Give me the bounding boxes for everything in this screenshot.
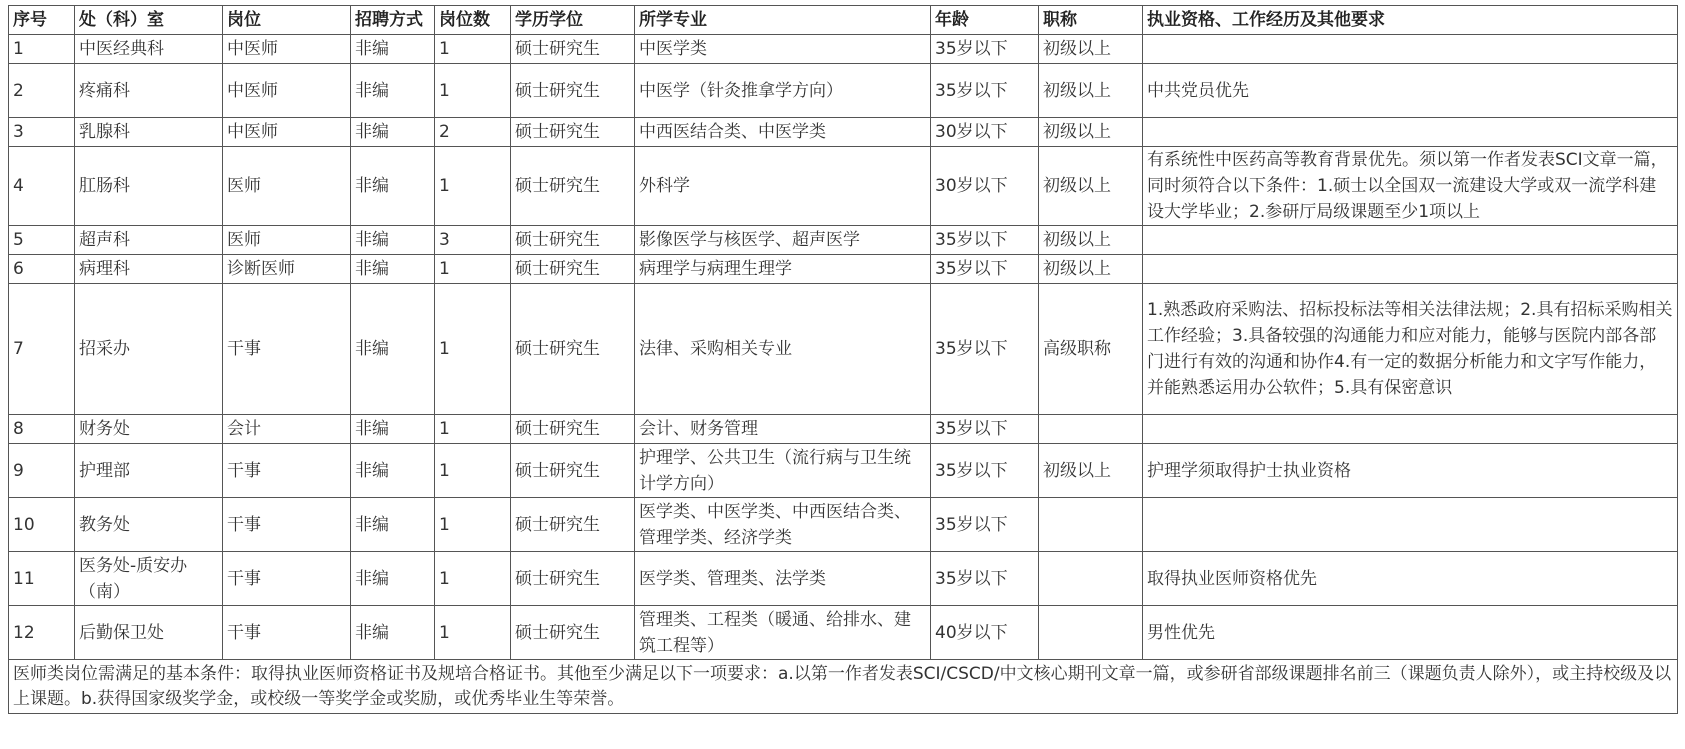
cell-no: 10 (9, 498, 75, 552)
cell-age: 40岁以下 (931, 606, 1039, 660)
cell-dept: 后勤保卫处 (75, 606, 223, 660)
cell-age: 35岁以下 (931, 35, 1039, 64)
cell-age: 35岁以下 (931, 255, 1039, 284)
cell-method: 非编 (351, 226, 435, 255)
cell-dept: 医务处-质安办（南） (75, 552, 223, 606)
cell-requirements (1143, 118, 1678, 147)
header-dept: 处（科）室 (75, 6, 223, 35)
cell-dept: 护理部 (75, 444, 223, 498)
cell-edu: 硕士研究生 (511, 255, 635, 284)
cell-major: 外科学 (635, 147, 931, 226)
cell-major: 中西医结合类、中医学类 (635, 118, 931, 147)
cell-title: 初级以上 (1039, 255, 1143, 284)
cell-major: 影像医学与核医学、超声医学 (635, 226, 931, 255)
cell-title (1039, 606, 1143, 660)
cell-method: 非编 (351, 498, 435, 552)
cell-edu: 硕士研究生 (511, 35, 635, 64)
cell-dept: 肛肠科 (75, 147, 223, 226)
table-row (9, 552, 1678, 606)
cell-edu: 硕士研究生 (511, 226, 635, 255)
cell-major: 管理类、工程类（暖通、给排水、建筑工程等） (635, 606, 931, 660)
cell-edu: 硕士研究生 (511, 284, 635, 415)
cell-title: 初级以上 (1039, 147, 1143, 226)
cell-post: 干事 (223, 444, 351, 498)
table-row (9, 284, 1678, 415)
cell-title: 高级职称 (1039, 284, 1143, 415)
cell-no: 9 (9, 444, 75, 498)
table-row (9, 444, 1678, 498)
header-title: 职称 (1039, 6, 1143, 35)
cell-no: 7 (9, 284, 75, 415)
cell-requirements (1143, 35, 1678, 64)
cell-edu: 硕士研究生 (511, 415, 635, 444)
cell-age: 35岁以下 (931, 552, 1039, 606)
cell-no: 3 (9, 118, 75, 147)
header-age: 年龄 (931, 6, 1039, 35)
table-row (9, 64, 1678, 118)
cell-age: 35岁以下 (931, 284, 1039, 415)
cell-count: 1 (435, 498, 511, 552)
cell-dept: 疼痛科 (75, 64, 223, 118)
cell-count: 1 (435, 606, 511, 660)
cell-dept: 中医经典科 (75, 35, 223, 64)
table-row (9, 226, 1678, 255)
cell-dept: 超声科 (75, 226, 223, 255)
cell-age: 30岁以下 (931, 147, 1039, 226)
header-requirements: 执业资格、工作经历及其他要求 (1143, 6, 1678, 35)
cell-title: 初级以上 (1039, 444, 1143, 498)
cell-age: 35岁以下 (931, 64, 1039, 118)
cell-count: 1 (435, 552, 511, 606)
cell-requirements: 有系统性中医药高等教育背景优先。须以第一作者发表SCI文章一篇，同时须符合以下条件：1.硕士以全国双一流建设大学或双一流学科建设大学毕业；2.参研厅局级课题至少1项以上 (1143, 147, 1678, 226)
table-row (9, 255, 1678, 284)
cell-requirements: 护理学须取得护士执业资格 (1143, 444, 1678, 498)
cell-major: 护理学、公共卫生（流行病与卫生统计学方向） (635, 444, 931, 498)
cell-title: 初级以上 (1039, 35, 1143, 64)
cell-method: 非编 (351, 444, 435, 498)
cell-edu: 硕士研究生 (511, 64, 635, 118)
header-no: 序号 (9, 6, 75, 35)
cell-requirements: 1.熟悉政府采购法、招标投标法等相关法律法规；2.具有招标采购相关工作经验；3.具备较强的沟通能力和应对能力，能够与医院内部各部门进行有效的沟通和协作4.有一定的数据分析能力和文字写作能力，并能熟悉运用办公软件；5.具有保密意识 (1143, 284, 1678, 415)
cell-count: 3 (435, 226, 511, 255)
cell-post: 中医师 (223, 118, 351, 147)
cell-method: 非编 (351, 284, 435, 415)
cell-major: 会计、财务管理 (635, 415, 931, 444)
recruitment-table (8, 5, 1678, 714)
cell-edu: 硕士研究生 (511, 606, 635, 660)
cell-requirements: 中共党员优先 (1143, 64, 1678, 118)
cell-post: 干事 (223, 552, 351, 606)
cell-age: 30岁以下 (931, 118, 1039, 147)
cell-count: 1 (435, 284, 511, 415)
cell-count: 1 (435, 35, 511, 64)
cell-major: 法律、采购相关专业 (635, 284, 931, 415)
table-row (9, 415, 1678, 444)
header-post: 岗位 (223, 6, 351, 35)
cell-count: 1 (435, 64, 511, 118)
cell-method: 非编 (351, 415, 435, 444)
cell-edu: 硕士研究生 (511, 118, 635, 147)
cell-post: 会计 (223, 415, 351, 444)
cell-requirements: 取得执业医师资格优先 (1143, 552, 1678, 606)
cell-edu: 硕士研究生 (511, 498, 635, 552)
cell-age: 35岁以下 (931, 444, 1039, 498)
cell-requirements: 男性优先 (1143, 606, 1678, 660)
cell-major: 中医学（针灸推拿学方向） (635, 64, 931, 118)
cell-method: 非编 (351, 255, 435, 284)
cell-post: 干事 (223, 606, 351, 660)
cell-count: 1 (435, 415, 511, 444)
cell-dept: 教务处 (75, 498, 223, 552)
cell-method: 非编 (351, 118, 435, 147)
cell-title (1039, 415, 1143, 444)
cell-post: 干事 (223, 284, 351, 415)
cell-method: 非编 (351, 606, 435, 660)
header-method: 招聘方式 (351, 6, 435, 35)
cell-title (1039, 498, 1143, 552)
cell-count: 2 (435, 118, 511, 147)
cell-post: 中医师 (223, 35, 351, 64)
cell-no: 1 (9, 35, 75, 64)
table-row (9, 147, 1678, 226)
header-edu: 学历学位 (511, 6, 635, 35)
header-count: 岗位数 (435, 6, 511, 35)
table-row (9, 606, 1678, 660)
cell-post: 中医师 (223, 64, 351, 118)
cell-requirements (1143, 226, 1678, 255)
cell-post: 医师 (223, 147, 351, 226)
cell-count: 1 (435, 444, 511, 498)
cell-no: 2 (9, 64, 75, 118)
cell-no: 12 (9, 606, 75, 660)
cell-age: 35岁以下 (931, 498, 1039, 552)
cell-major: 医学类、中医学类、中西医结合类、管理学类、经济学类 (635, 498, 931, 552)
header-row (9, 6, 1678, 35)
header-major: 所学专业 (635, 6, 931, 35)
note-cell: 医师类岗位需满足的基本条件：取得执业医师资格证书及规培合格证书。其他至少满足以下一项要求：a.以第一作者发表SCI/CSCD/中文核心期刊文章一篇，或参研省部级课题排名前三（课题负责人除外），或主持校级及以上课题。b.获得国家级奖学金，或校级一等奖学金或奖励，或优秀毕业生等荣誉。 (9, 660, 1678, 714)
cell-post: 干事 (223, 498, 351, 552)
cell-count: 1 (435, 255, 511, 284)
cell-dept: 招采办 (75, 284, 223, 415)
note-row (9, 660, 1678, 714)
cell-title: 初级以上 (1039, 118, 1143, 147)
cell-age: 35岁以下 (931, 226, 1039, 255)
cell-method: 非编 (351, 64, 435, 118)
table-row (9, 35, 1678, 64)
cell-dept: 财务处 (75, 415, 223, 444)
cell-method: 非编 (351, 35, 435, 64)
cell-requirements (1143, 498, 1678, 552)
cell-requirements (1143, 255, 1678, 284)
cell-title (1039, 552, 1143, 606)
cell-major: 病理学与病理生理学 (635, 255, 931, 284)
cell-no: 11 (9, 552, 75, 606)
cell-title: 初级以上 (1039, 226, 1143, 255)
cell-edu: 硕士研究生 (511, 552, 635, 606)
cell-no: 5 (9, 226, 75, 255)
cell-title: 初级以上 (1039, 64, 1143, 118)
cell-dept: 乳腺科 (75, 118, 223, 147)
cell-edu: 硕士研究生 (511, 147, 635, 226)
cell-no: 8 (9, 415, 75, 444)
cell-count: 1 (435, 147, 511, 226)
recruitment-table-wrapper (8, 5, 1677, 714)
cell-major: 医学类、管理类、法学类 (635, 552, 931, 606)
table-row (9, 498, 1678, 552)
table-row (9, 118, 1678, 147)
cell-no: 4 (9, 147, 75, 226)
cell-post: 诊断医师 (223, 255, 351, 284)
cell-method: 非编 (351, 552, 435, 606)
cell-no: 6 (9, 255, 75, 284)
cell-edu: 硕士研究生 (511, 444, 635, 498)
cell-dept: 病理科 (75, 255, 223, 284)
cell-major: 中医学类 (635, 35, 931, 64)
cell-method: 非编 (351, 147, 435, 226)
cell-age: 35岁以下 (931, 415, 1039, 444)
cell-post: 医师 (223, 226, 351, 255)
cell-requirements (1143, 415, 1678, 444)
